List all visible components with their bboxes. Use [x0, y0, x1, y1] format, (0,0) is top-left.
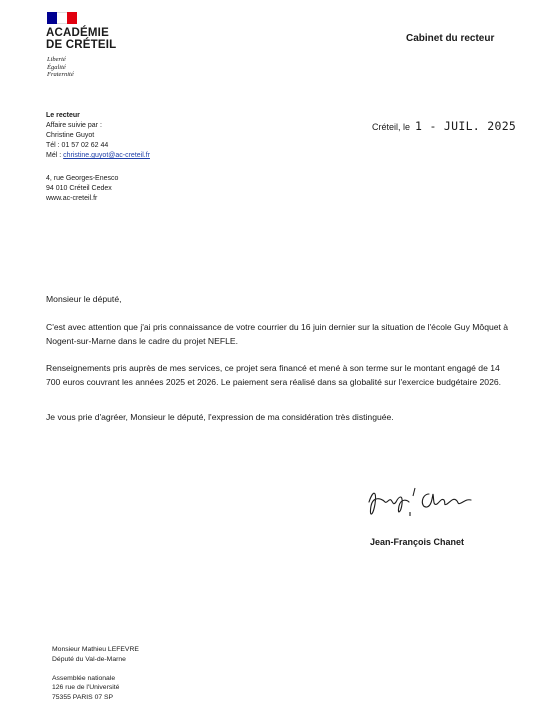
website-link[interactable]: www.ac-creteil.fr	[46, 195, 98, 202]
republic-flag-logo	[47, 12, 77, 24]
sender-block	[46, 111, 150, 161]
salutation: Monsieur le député,	[46, 294, 122, 304]
date-place: Créteil, le	[372, 122, 411, 132]
closing-formula: Je vous prie d'agréer, Monsieur le député, l'expression de ma considération très distinguée.	[46, 412, 394, 422]
sender-address	[46, 174, 118, 204]
date-stamp: 1 - JUIL. 2025	[415, 119, 517, 133]
handwritten-signature	[363, 482, 478, 520]
paragraph-2: Renseignements pris auprès de mes services, ce projet sera financé et mené à son terme sur le montant engagé de 14 700 euros couvrant les années 2025 et 2026. Le paiement sera réalisé dans sa globalité sur l'exercice budgétaire 2026.	[46, 363, 502, 387]
address-street: 4, rue Georges-Enesco	[46, 175, 119, 182]
academy-name-line2: DE CRÉTEIL	[46, 39, 117, 51]
contact-mail-row	[46, 151, 150, 161]
motto-liberte: Liberté	[47, 56, 66, 63]
signer-name: Jean-François Chanet	[370, 537, 465, 547]
address-city: 94 010 Créteil Cedex	[46, 185, 112, 192]
date-line	[372, 119, 516, 133]
motto-egalite: Égalité	[47, 63, 66, 71]
followed-by-label: Affaire suivie par :	[46, 122, 102, 129]
cabinet-title: Cabinet du recteur	[406, 33, 495, 44]
recipient-city: 75355 PARIS 07 SP	[52, 693, 114, 701]
motto-fraternite: Fraternité	[47, 71, 74, 78]
mail-label: Mél :	[46, 152, 64, 159]
recipient-block	[52, 645, 139, 702]
recipient-name: Monsieur Mathieu LEFEVRE	[52, 646, 139, 653]
republic-motto	[47, 56, 74, 79]
recipient-role: Député du Val-de-Marne	[52, 655, 126, 663]
paragraph-1: C'est avec attention que j'ai pris connaissance de votre courrier du 16 juin dernier sur la situation de l'école Guy Môquet à Nogent-sur-Marne dans le cadre du projet NEFLE.	[46, 322, 509, 346]
sender-title: Le recteur	[46, 112, 80, 119]
contact-phone: Tél : 01 57 02 62 44	[46, 142, 109, 149]
recipient-street: 126 rue de l'Université	[52, 684, 120, 691]
contact-name: Christine Guyot	[46, 132, 95, 139]
academy-name	[46, 27, 116, 51]
academy-name-line1: ACADÉMIE	[46, 27, 109, 39]
recipient-institution: Assemblée nationale	[52, 674, 116, 682]
contact-email-link[interactable]: christine.guyot@ac-creteil.fr	[63, 152, 150, 159]
